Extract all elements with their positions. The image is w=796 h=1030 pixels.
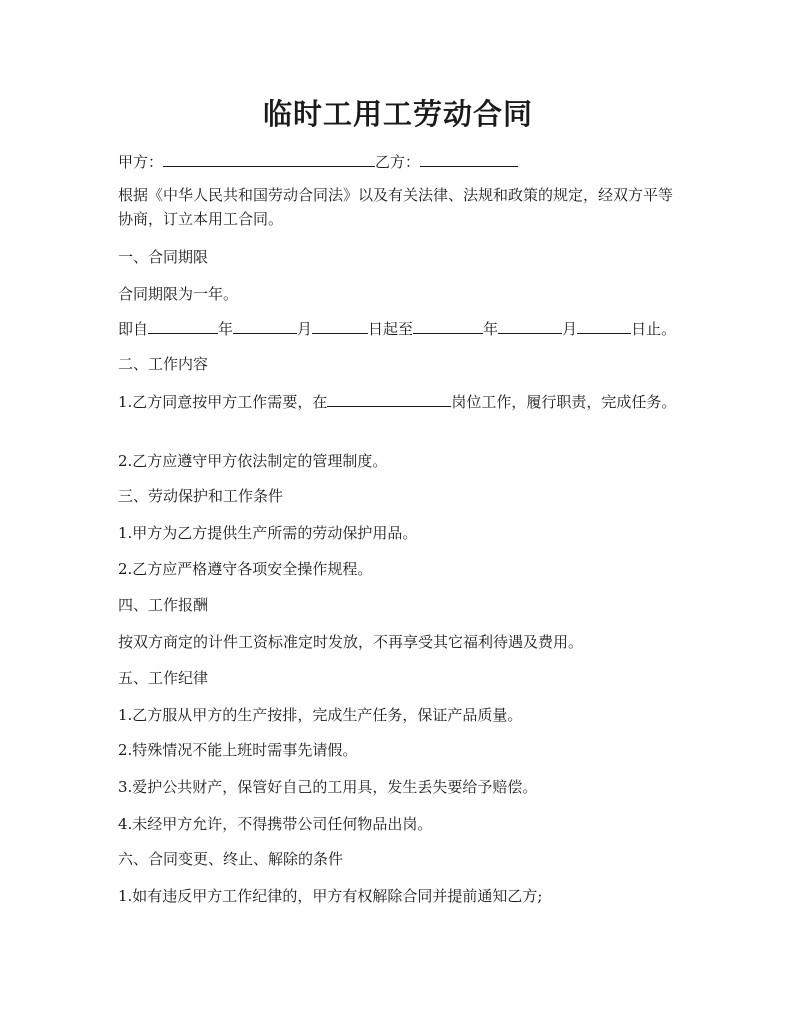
section-4-paragraph-1: 按双方商定的计件工资标准定时发放，不再享受其它福利待遇及费用。 bbox=[118, 633, 584, 651]
intro-paragraph: 根据《中华人民共和国劳动合同法》以及有关法律、法规和政策的规定，经双方平等协商，订立本用工合同。 bbox=[118, 186, 674, 228]
party-a-blank[interactable] bbox=[163, 150, 375, 167]
date-month-label: 月 bbox=[297, 320, 313, 338]
date-year2-label: 年 bbox=[483, 320, 499, 338]
end-year-blank[interactable] bbox=[413, 317, 483, 334]
start-day-blank[interactable] bbox=[312, 317, 368, 334]
section-3-heading: 三、劳动保护和工作条件 bbox=[118, 487, 284, 505]
date-day-start-label: 日起至 bbox=[368, 320, 414, 338]
section-3-paragraph-2: 2.乙方应严格遵守各项安全操作规程。 bbox=[118, 560, 373, 578]
section-2-paragraph-2: 2.乙方应遵守甲方依法制定的管理制度。 bbox=[118, 452, 388, 470]
date-year-label: 年 bbox=[218, 320, 234, 338]
party-b-label: 乙方： bbox=[375, 153, 421, 171]
contract-date-line bbox=[118, 317, 684, 341]
document-title: 临时工用工劳动合同 bbox=[262, 97, 533, 131]
section-2-paragraph-1-before: 1.乙方同意按甲方工作需要，在 bbox=[118, 393, 328, 411]
post-blank[interactable] bbox=[327, 390, 451, 407]
start-month-blank[interactable] bbox=[233, 317, 297, 334]
section-5-paragraph-1: 1.乙方服从甲方的生产按排，完成生产任务，保证产品质量。 bbox=[118, 706, 523, 724]
section-2-paragraph-1-after: 岗位工作，履行职责，完成任务。 bbox=[451, 393, 677, 411]
section-5-heading: 五、工作纪律 bbox=[118, 669, 209, 687]
date-start-label: 即自 bbox=[118, 320, 149, 338]
parties-line bbox=[118, 150, 684, 174]
end-month-blank[interactable] bbox=[498, 317, 562, 334]
section-1-heading: 一、合同期限 bbox=[118, 248, 209, 266]
section-2-paragraph-1 bbox=[118, 390, 684, 414]
section-1-paragraph-1: 合同期限为一年。 bbox=[118, 285, 239, 303]
party-b-blank[interactable] bbox=[420, 150, 518, 167]
party-a-label: 甲方： bbox=[118, 153, 164, 171]
section-6-paragraph-1: 1.如有违反甲方工作纪律的，甲方有权解除合同并提前通知乙方; bbox=[118, 887, 543, 905]
start-year-blank[interactable] bbox=[148, 317, 218, 334]
section-5-paragraph-3: 3.爱护公共财产，保管好自己的工用具，发生丢失要给予赔偿。 bbox=[118, 778, 538, 796]
end-day-blank[interactable] bbox=[577, 317, 631, 334]
date-day-end-label: 日止。 bbox=[631, 320, 677, 338]
section-5-paragraph-4: 4.未经甲方允许，不得携带公司任何物品出岗。 bbox=[118, 815, 433, 833]
section-5-paragraph-2: 2.特殊情况不能上班时需事先请假。 bbox=[118, 741, 358, 759]
date-month2-label: 月 bbox=[562, 320, 578, 338]
section-2-heading: 二、工作内容 bbox=[118, 355, 209, 373]
section-3-paragraph-1: 1.甲方为乙方提供生产所需的劳动保护用品。 bbox=[118, 524, 418, 542]
section-6-heading: 六、合同变更、终止、解除的条件 bbox=[118, 850, 344, 868]
section-4-heading: 四、工作报酬 bbox=[118, 596, 209, 614]
